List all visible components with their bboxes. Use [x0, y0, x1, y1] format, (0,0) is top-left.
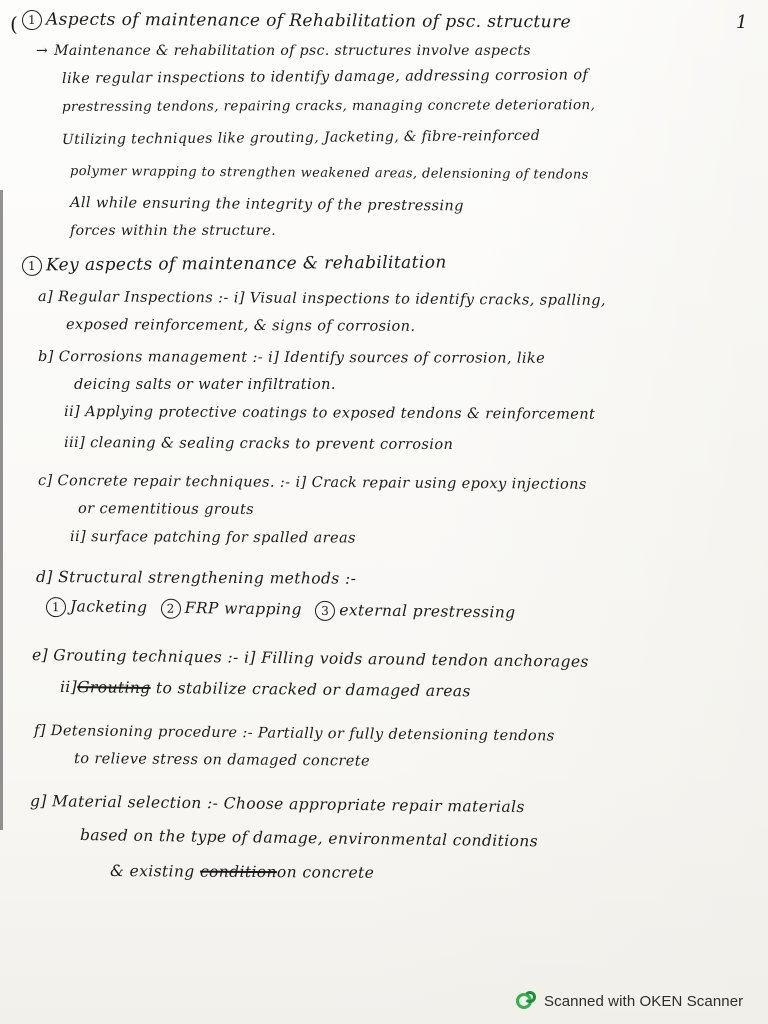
section-g-line-3 [110, 864, 374, 881]
oken-scanner-logo-icon [516, 991, 536, 1011]
intro-line-6 [70, 196, 464, 214]
heading-number-circle: 1 [22, 256, 42, 276]
intro-line-2 [62, 68, 588, 86]
intro-text-1: Maintenance & rehabilitation of psc. structures involve aspects [54, 43, 531, 59]
intro-line-4 [62, 129, 540, 147]
concrete-repair-text-2: or cementitious grouts [77, 501, 255, 518]
jacketing-text: Jacketing [69, 597, 148, 617]
section-c-line-1 [38, 474, 587, 492]
intro-line-3 [62, 99, 595, 114]
scanner-watermark [516, 990, 743, 1012]
corrosion-management-text-2: deicing salts or water infiltration. [74, 377, 336, 393]
method-number-circle: 3 [315, 601, 335, 621]
corrosion-management-text-3: ii] Applying protective coatings to exposed tendons & reinforcement [63, 404, 596, 423]
grouting-techniques-text: e] Grouting techniques :- i] Filling voids around tendon anchorages [31, 646, 589, 671]
section-b-line-4 [64, 436, 453, 453]
external-prestressing-text: external prestressing [339, 601, 516, 622]
section-f-line-1 [34, 724, 555, 744]
section-d-methods [46, 597, 516, 624]
material-selection-text-2: based on the type of damage, environmental conditions [79, 826, 539, 851]
detensioning-text: f] Detensioning procedure :- Partially or fully detensioning tendons [33, 723, 555, 745]
struck-word: Grouting [77, 678, 151, 697]
section-d-line-1 [36, 570, 356, 587]
section-f-line-2 [74, 752, 370, 769]
section-g-line-1 [30, 794, 525, 816]
key-aspects-heading [22, 253, 447, 276]
detensioning-text-2: to relieve stress on damaged concrete [73, 751, 371, 770]
intro-text-6: All while ensuring the integrity of the prestressing [69, 195, 464, 215]
section-e-line-2 [60, 680, 471, 700]
regular-inspections-text-2: exposed reinforcement, & signs of corrosion. [65, 317, 416, 335]
grouting-item-number: ii] [59, 678, 78, 697]
intro-text-5: polymer wrapping to strengthen weakened areas, delensioning of tendons [69, 164, 589, 183]
corrosion-management-text: b] Corrosions management :- i] Identify sources of corrosion, like [37, 349, 546, 367]
structural-strengthening-text: d] Structural strengthening methods :- [35, 568, 357, 588]
section-g-line-2 [80, 828, 538, 850]
material-selection-text-3: on concrete [276, 863, 375, 882]
intro-line-1 [36, 44, 531, 58]
scanner-watermark-text: Scanned with OKEN Scanner [544, 992, 744, 1010]
intro-text-3: prestressing tendons, repairing cracks, managing concrete deterioration, [61, 97, 596, 115]
struck-word: condition [199, 862, 278, 882]
page-edge-shadow [0, 190, 3, 830]
section-a-line-2 [66, 318, 415, 334]
key-aspects-heading-text: Key aspects of maintenance & rehabilitation [45, 252, 447, 276]
section-a-line-1 [38, 290, 606, 308]
section-c-line-2 [78, 502, 254, 517]
left-margin-mark: ( [10, 12, 18, 36]
intro-line-7 [70, 224, 276, 238]
intro-text-2: like regular inspections to identify damage, addressing corrosion of [61, 67, 589, 87]
frp-wrapping-text: FRP wrapping [184, 598, 303, 619]
concrete-repair-text-3: ii] surface patching for spalled areas [69, 529, 356, 547]
section-b-line-1 [38, 350, 545, 366]
section-b-line-2 [74, 378, 336, 393]
heading-number-circle: 1 [22, 10, 42, 30]
existing-prefix: & existing [109, 862, 195, 881]
main-heading-text: Aspects of maintenance of Rehabilitation of psc. structure [45, 9, 572, 33]
material-selection-text: g] Material selection :- Choose appropriate repair materials [29, 792, 525, 817]
section-e-line-1 [32, 648, 589, 670]
intro-text-4: Utilizing techniques like grouting, Jacketing, & fibre-reinforced [61, 127, 541, 148]
grouting-techniques-text-2: to stabilize cracked or damaged areas [155, 679, 471, 701]
main-heading [22, 10, 571, 33]
page-number: 1 [736, 12, 748, 33]
concrete-repair-text: c] Concrete repair techniques. :- i] Crack repair using epoxy injections [37, 473, 587, 493]
intro-line-5 [70, 165, 589, 182]
intro-text-7: forces within the structure. [70, 223, 277, 239]
corrosion-management-text-4: iii] cleaning & sealing cracks to prevent corrosion [63, 435, 454, 454]
method-number-circle: 1 [46, 597, 66, 617]
method-number-circle: 2 [161, 599, 181, 619]
arrow-icon: → [36, 43, 49, 59]
regular-inspections-text: a] Regular Inspections :- i] Visual inspections to identify cracks, spalling, [37, 289, 606, 309]
section-b-line-3 [64, 405, 595, 422]
section-c-line-3 [70, 530, 356, 546]
